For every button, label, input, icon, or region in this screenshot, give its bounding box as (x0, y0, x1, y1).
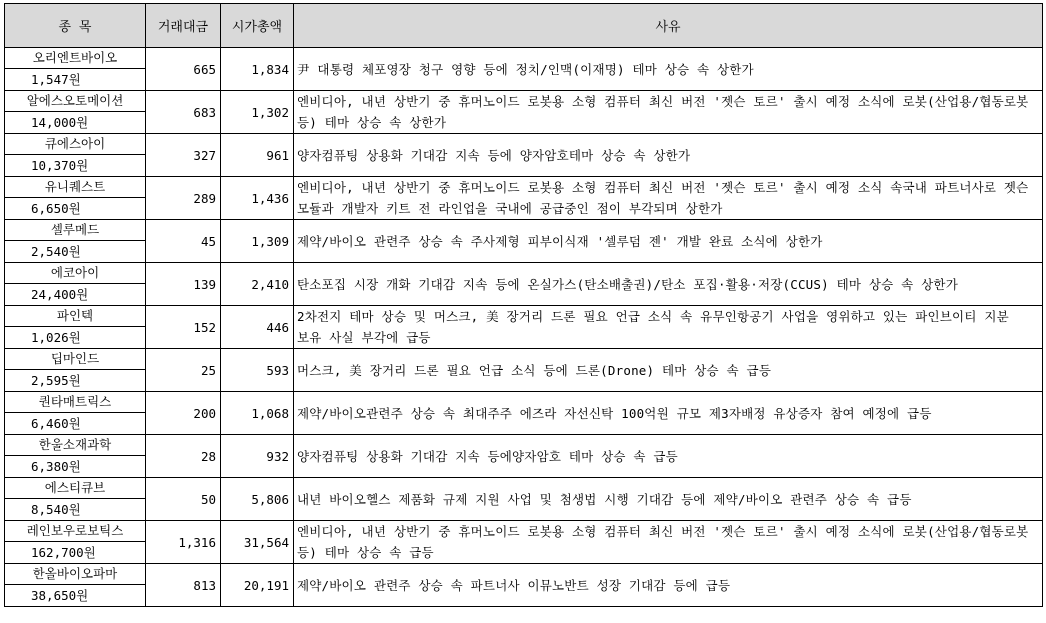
stock-price: 1,547원 (5, 69, 146, 91)
table-row (5, 478, 1043, 499)
reason-text: 양자컴퓨팅 상용화 기대감 지속 등에 양자암호테마 상승 속 상한가 (294, 134, 1043, 177)
trade-amount: 683 (146, 91, 221, 134)
stock-price: 6,380원 (5, 456, 146, 478)
theme-stock-table (4, 3, 1043, 607)
trade-amount: 813 (146, 564, 221, 607)
market-cap: 961 (221, 134, 294, 177)
stock-name: 파인텍 (5, 306, 146, 327)
table-row (5, 521, 1043, 542)
market-cap: 1,436 (221, 177, 294, 220)
reason-text: 제약/바이오관련주 상승 속 최대주주 에즈라 자선신탁 100억원 규모 제3자배정 유상증자 참여 예정에 급등 (294, 392, 1043, 435)
stock-price: 14,000원 (5, 112, 146, 134)
table-row (5, 306, 1043, 327)
stock-price: 38,650원 (5, 585, 146, 607)
stock-name: 에코아이 (5, 263, 146, 284)
stock-price: 6,460원 (5, 413, 146, 435)
header-market-cap: 시가총액 (221, 4, 294, 48)
reason-text: 머스크, 美 장거리 드론 필요 언급 소식 등에 드론(Drone) 테마 상승 속 급등 (294, 349, 1043, 392)
stock-name: 알에스오토메이션 (5, 91, 146, 112)
stock-price: 24,400원 (5, 284, 146, 306)
trade-amount: 45 (146, 220, 221, 263)
trade-amount: 289 (146, 177, 221, 220)
trade-amount: 152 (146, 306, 221, 349)
stock-name: 에스티큐브 (5, 478, 146, 499)
table-row (5, 177, 1043, 198)
trade-amount: 665 (146, 48, 221, 91)
table-row (5, 48, 1043, 69)
table-row (5, 263, 1043, 284)
stock-price: 8,540원 (5, 499, 146, 521)
reason-text: 내년 바이오헬스 제품화 규제 지원 사업 및 첨생법 시행 기대감 등에 제약/바이오 관련주 상승 속 급등 (294, 478, 1043, 521)
stock-price: 2,595원 (5, 370, 146, 392)
header-reason: 사유 (294, 4, 1043, 48)
table-row (5, 435, 1043, 456)
stock-name: 큐에스아이 (5, 134, 146, 155)
header-trade-amount: 거래대금 (146, 4, 221, 48)
stock-name: 오리엔트바이오 (5, 48, 146, 69)
stock-name: 한울소재과학 (5, 435, 146, 456)
reason-text: 엔비디아, 내년 상반기 중 휴머노이드 로봇용 소형 컴퓨터 최신 버전 '젯슨 토르' 출시 예정 소식 속국내 파트너사로 젯슨 모듈과 개발자 키트 전 라인업을 국내에 공급중인 점이 부각되며 상한가 (294, 177, 1043, 220)
header-row (5, 4, 1043, 48)
reason-text: 엔비디아, 내년 상반기 중 휴머노이드 로봇용 소형 컴퓨터 최신 버전 '젯슨 토르' 출시 예정 소식에 로봇(산업용/협동로봇 등) 테마 상승 속 급등 (294, 521, 1043, 564)
stock-name: 퀀타매트릭스 (5, 392, 146, 413)
table-row (5, 91, 1043, 112)
market-cap: 1,309 (221, 220, 294, 263)
trade-amount: 327 (146, 134, 221, 177)
market-cap: 446 (221, 306, 294, 349)
stock-price: 162,700원 (5, 542, 146, 564)
stock-price: 6,650원 (5, 198, 146, 220)
table-row (5, 392, 1043, 413)
market-cap: 1,302 (221, 91, 294, 134)
market-cap: 5,806 (221, 478, 294, 521)
table-row (5, 564, 1043, 585)
trade-amount: 50 (146, 478, 221, 521)
reason-text: 제약/바이오 관련주 상승 속 주사제형 피부이식재 '셀루덤 젠' 개발 완료 소식에 상한가 (294, 220, 1043, 263)
table-body (5, 48, 1043, 607)
stock-price: 10,370원 (5, 155, 146, 177)
reason-text: 양자컴퓨팅 상용화 기대감 지속 등에양자암호 테마 상승 속 급등 (294, 435, 1043, 478)
table-row (5, 134, 1043, 155)
stock-name: 한올바이오파마 (5, 564, 146, 585)
stock-price: 1,026원 (5, 327, 146, 349)
market-cap: 31,564 (221, 521, 294, 564)
trade-amount: 139 (146, 263, 221, 306)
market-cap: 593 (221, 349, 294, 392)
market-cap: 932 (221, 435, 294, 478)
reason-text: 엔비디아, 내년 상반기 중 휴머노이드 로봇용 소형 컴퓨터 최신 버전 '젯슨 토르' 출시 예정 소식에 로봇(산업용/협동로봇 등) 테마 상승 속 상한가 (294, 91, 1043, 134)
table-row (5, 349, 1043, 370)
market-cap: 1,834 (221, 48, 294, 91)
market-cap: 2,410 (221, 263, 294, 306)
header-stock: 종 목 (5, 4, 146, 48)
market-cap: 1,068 (221, 392, 294, 435)
stock-name: 딥마인드 (5, 349, 146, 370)
market-cap: 20,191 (221, 564, 294, 607)
reason-text: 제약/바이오 관련주 상승 속 파트너사 이뮤노반트 성장 기대감 등에 급등 (294, 564, 1043, 607)
stock-name: 셀루메드 (5, 220, 146, 241)
trade-amount: 25 (146, 349, 221, 392)
stock-price: 2,540원 (5, 241, 146, 263)
table-row (5, 220, 1043, 241)
trade-amount: 28 (146, 435, 221, 478)
stock-name: 유니퀘스트 (5, 177, 146, 198)
reason-text: 2차전지 테마 상승 및 머스크, 美 장거리 드론 필요 언급 소식 속 유무인항공기 사업을 영위하고 있는 파인브이티 지분 보유 사실 부각에 급등 (294, 306, 1043, 349)
reason-text: 탄소포집 시장 개화 기대감 지속 등에 온실가스(탄소배출권)/탄소 포집·활용·저장(CCUS) 테마 상승 속 상한가 (294, 263, 1043, 306)
trade-amount: 1,316 (146, 521, 221, 564)
trade-amount: 200 (146, 392, 221, 435)
stock-name: 레인보우로보틱스 (5, 521, 146, 542)
reason-text: 尹 대통령 체포영장 청구 영향 등에 정치/인맥(이재명) 테마 상승 속 상한가 (294, 48, 1043, 91)
